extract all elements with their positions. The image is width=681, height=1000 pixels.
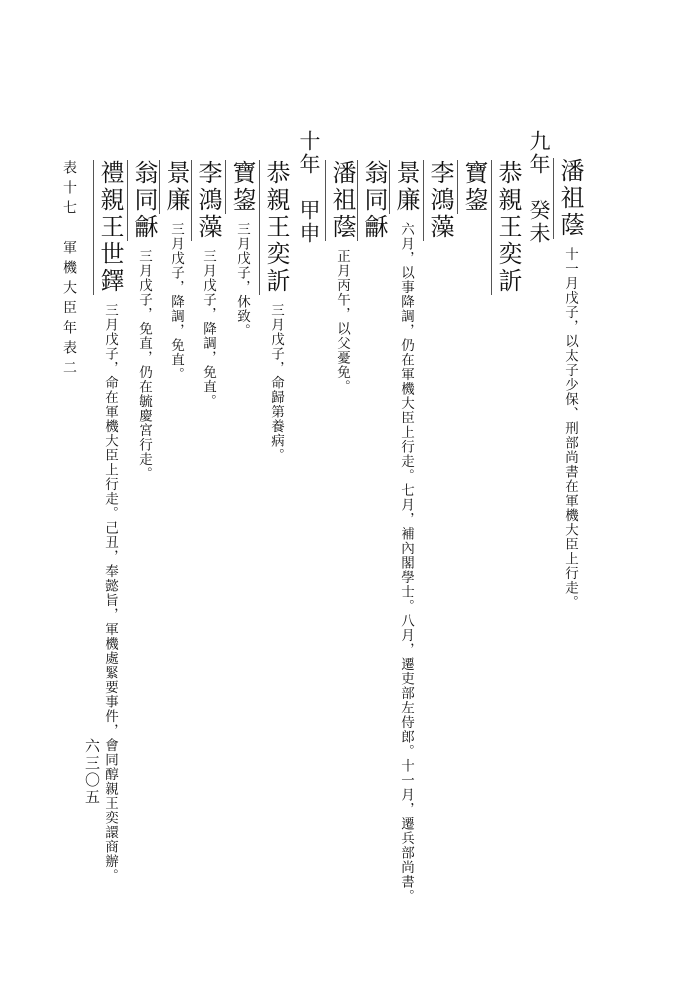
entry-column — [196, 160, 220, 409]
minister-name: 景廉 — [159, 160, 190, 214]
year-heading: 十年 甲申 — [297, 130, 321, 245]
minister-name: 翁同龢 — [357, 160, 388, 241]
entry-text: 六月，以事降調，仍在軍機大臣上行走。七月，補內閣學士。八月，遷吏部左侍郎。十一月，遷兵部尚書。 — [398, 222, 414, 904]
entry-text: 正月丙午，以父憂免。 — [334, 249, 350, 394]
minister-name: 寶鋆 — [225, 160, 256, 214]
minister-name: 恭親王奕訢 — [491, 160, 522, 295]
entry-column — [164, 160, 188, 382]
minister-name: 李鴻藻 — [423, 160, 454, 241]
entry-text: 十一月戊子，以太子少保、刑部尚書在軍機大臣上行走。 — [562, 247, 578, 610]
minister-name: 恭親王奕訢 — [259, 160, 290, 295]
entry-column — [132, 160, 156, 481]
minister-name: 翁同龢 — [127, 160, 158, 241]
entry-column — [462, 160, 486, 222]
entry-column — [428, 160, 452, 249]
entry-text: 三月戊子，免直，仍在毓慶宮行走。 — [136, 249, 152, 481]
entry-column — [496, 160, 520, 303]
entry-column — [98, 160, 122, 883]
entry-text: 三月戊子，休致。 — [234, 222, 250, 338]
entry-column — [394, 160, 418, 904]
entry-column — [330, 160, 354, 394]
entry-column — [362, 160, 386, 249]
running-header: 表十七 軍機大臣年表二 — [61, 160, 77, 380]
entry-text: 三月戊子，命在軍機大臣上行走。己丑，奉懿旨，軍機處緊要事件，會同醇親王奕譞商辦。 — [102, 303, 118, 883]
minister-name: 李鴻藻 — [191, 160, 222, 241]
minister-name: 寶鋆 — [457, 160, 488, 214]
entry-column — [230, 160, 254, 338]
minister-name: 禮親王世鐸 — [93, 160, 124, 295]
minister-name: 潘祖蔭 — [553, 158, 584, 239]
entry-text: 三月戊子，降調，免直。 — [168, 222, 184, 382]
entry-text: 三月戊子，降調，免直。 — [200, 249, 216, 409]
minister-name: 景廉 — [389, 160, 420, 214]
year-heading: 九年 癸未 — [527, 130, 551, 245]
minister-name: 潘祖蔭 — [325, 160, 356, 241]
entry-column — [558, 158, 582, 610]
entry-column — [264, 160, 288, 463]
page-number: 六三〇五 — [83, 738, 101, 806]
entry-text: 三月戊子，命歸第養病。 — [268, 303, 284, 463]
